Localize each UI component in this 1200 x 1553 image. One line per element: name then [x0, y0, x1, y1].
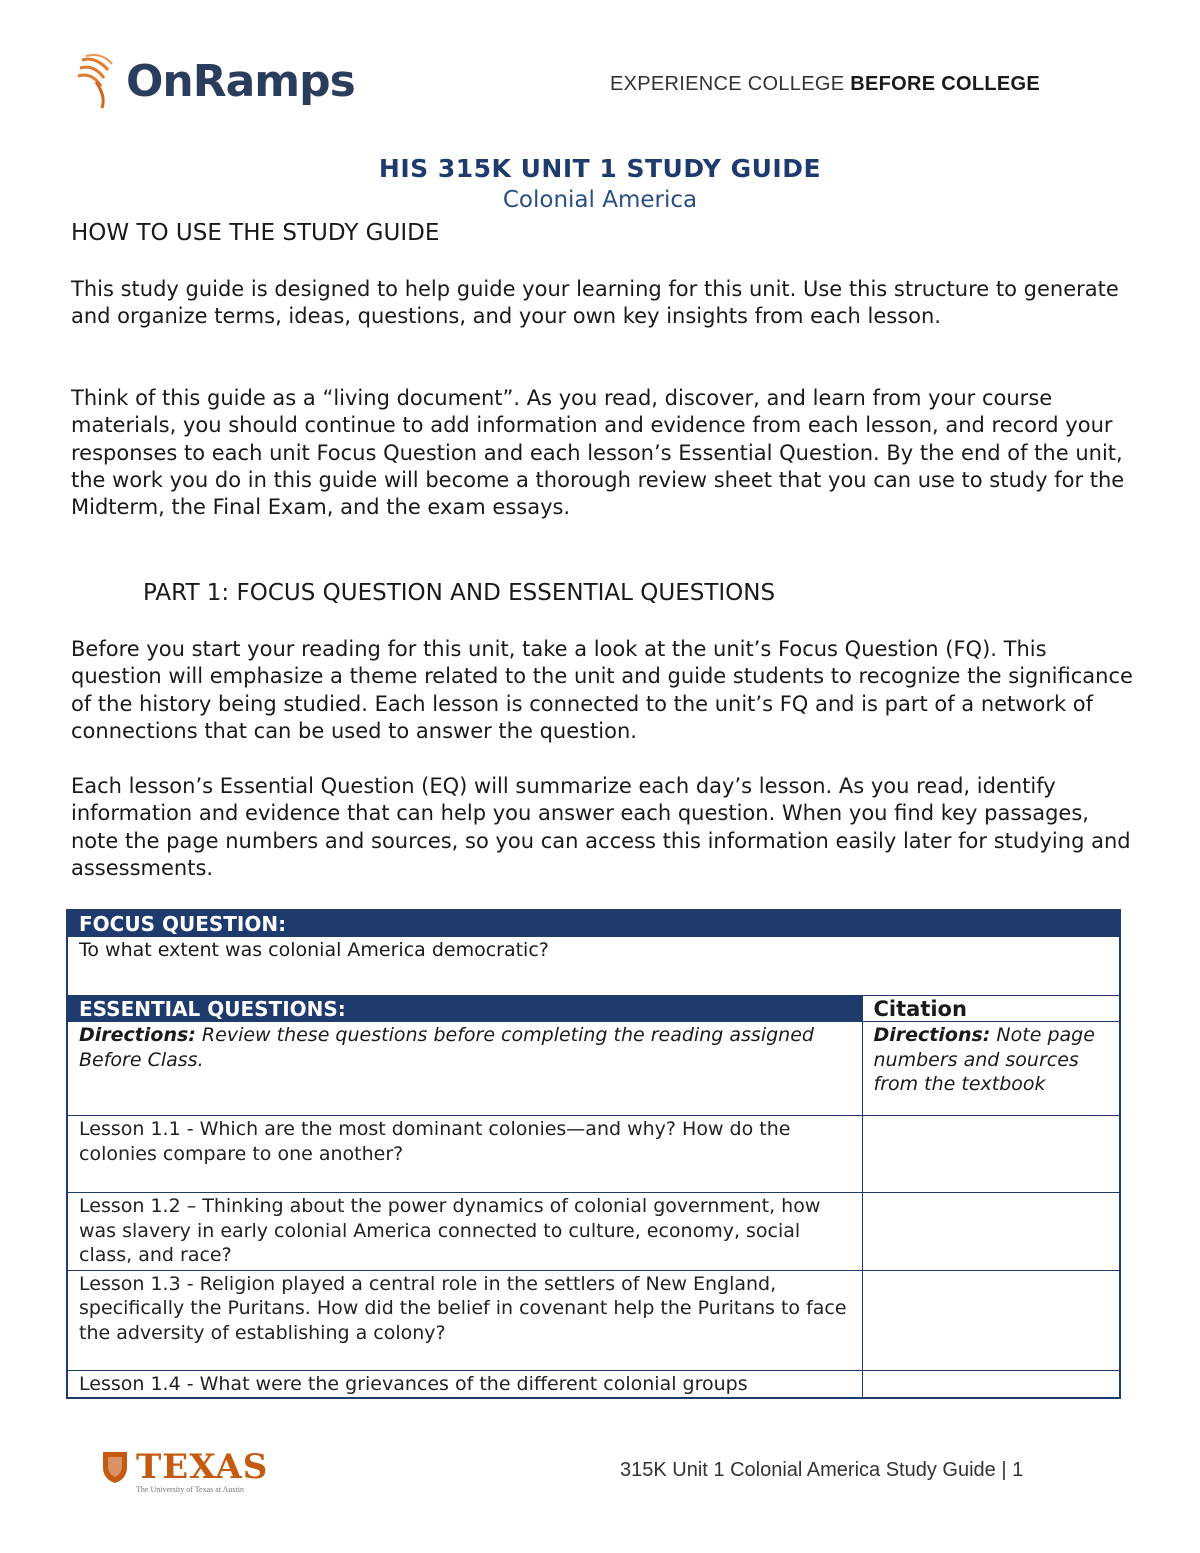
focus-question-text[interactable]: To what extent was colonial America democratic? [67, 937, 1120, 996]
ut-seal-icon [100, 1449, 130, 1485]
lesson-question: Lesson 1.1 - Which are the most dominant colonies—and why? How do the colonies compare to one another? [67, 1116, 862, 1193]
part1-heading: PART 1: FOCUS QUESTION AND ESSENTIAL QUESTIONS [143, 580, 776, 606]
study-guide-table [66, 909, 1121, 1399]
essential-header-row [67, 996, 1120, 1022]
directions-row [67, 1022, 1120, 1116]
focus-question-row [67, 937, 1120, 996]
how-to-use-heading: HOW TO USE THE STUDY GUIDE [71, 220, 440, 246]
citation-directions-cell [862, 1022, 1120, 1116]
directions-cell [67, 1022, 862, 1116]
texas-logo-text: TEXAS [136, 1447, 269, 1487]
focus-header-row [67, 910, 1120, 937]
focus-question-paragraph: Before you start your reading for this unit, take a look at the unit’s Focus Question (FQ). This question will emphasize a theme related to the unit and guide students to recognize the significance of the history being studied. Each lesson is connected to the unit’s FQ and is part of a network of connections that can be used to answer the question. [71, 637, 1133, 743]
citation-header: Citation [862, 996, 1120, 1022]
tagline-prefix: EXPERIENCE COLLEGE [610, 73, 851, 95]
document-title: HIS 315K UNIT 1 STUDY GUIDE [378, 154, 822, 183]
onramps-swoosh-icon [76, 52, 126, 112]
onramps-logo [76, 48, 366, 120]
tagline-bold: BEFORE COLLEGE [850, 73, 1041, 95]
essential-questions-header: ESSENTIAL QUESTIONS: [67, 996, 862, 1022]
focus-question-header: FOCUS QUESTION: [67, 910, 1120, 937]
page-footer: 315K Unit 1 Colonial America Study Guide | 1 [620, 1459, 1024, 1481]
table-row [67, 1370, 1120, 1398]
living-document-paragraph: Think of this guide as a “living document”. As you read, discover, and learn from your course materials, you should continue to add information and evidence from each lesson, and record your responses to each unit Focus Question and each lesson’s Essential Question. By the end of the unit, the work you do in this guide will become a thorough review sheet that you can use to study for the Midterm, the Final Exam, and the exam essays. [71, 386, 1125, 520]
citation-cell[interactable] [862, 1370, 1120, 1398]
essential-question-paragraph: Each lesson’s Essential Question (EQ) will summarize each day’s lesson. As you read, identify information and evidence that can help you answer each question. When you find key passages, note the page numbers and sources, so you can access this information easily later for studying and assessments. [71, 774, 1131, 880]
lesson-question: Lesson 1.3 - Religion played a central role in the settlers of New England, specifically the Puritans. How did the belief in covenant help the Puritans to face the adversity of establishing a colony? [67, 1270, 862, 1370]
lesson-question: Lesson 1.4 - What were the grievances of the different colonial groups [67, 1370, 862, 1398]
texas-logo-subtitle: The University of Texas at Austin [136, 1485, 244, 1494]
intro-paragraph: This study guide is designed to help guide your learning for this unit. Use this structure to generate and organize terms, ideas, questions, and your own key insights from each lesson. [71, 277, 1119, 329]
citation-directions-label: Directions: [873, 1024, 991, 1046]
citation-cell[interactable] [862, 1116, 1120, 1193]
lesson-question: Lesson 1.2 – Thinking about the power dynamics of colonial government, how was slavery in early colonial America connected to culture, economy, social class, and race? [67, 1193, 862, 1271]
table-row [67, 1116, 1120, 1193]
texas-logo [100, 1447, 270, 1497]
tagline [610, 73, 1040, 96]
citation-cell[interactable] [862, 1193, 1120, 1271]
directions-text: Review these questions before completing the reading assigned Before Class. [79, 1024, 814, 1071]
citation-directions-text: Note page numbers and sources from the textbook [873, 1024, 1095, 1095]
directions-label: Directions: [79, 1024, 196, 1046]
citation-cell[interactable] [862, 1270, 1120, 1370]
document-subtitle: Colonial America [502, 187, 698, 213]
onramps-logo-text: OnRamps [126, 56, 355, 107]
table-row [67, 1270, 1120, 1370]
table-row [67, 1193, 1120, 1271]
